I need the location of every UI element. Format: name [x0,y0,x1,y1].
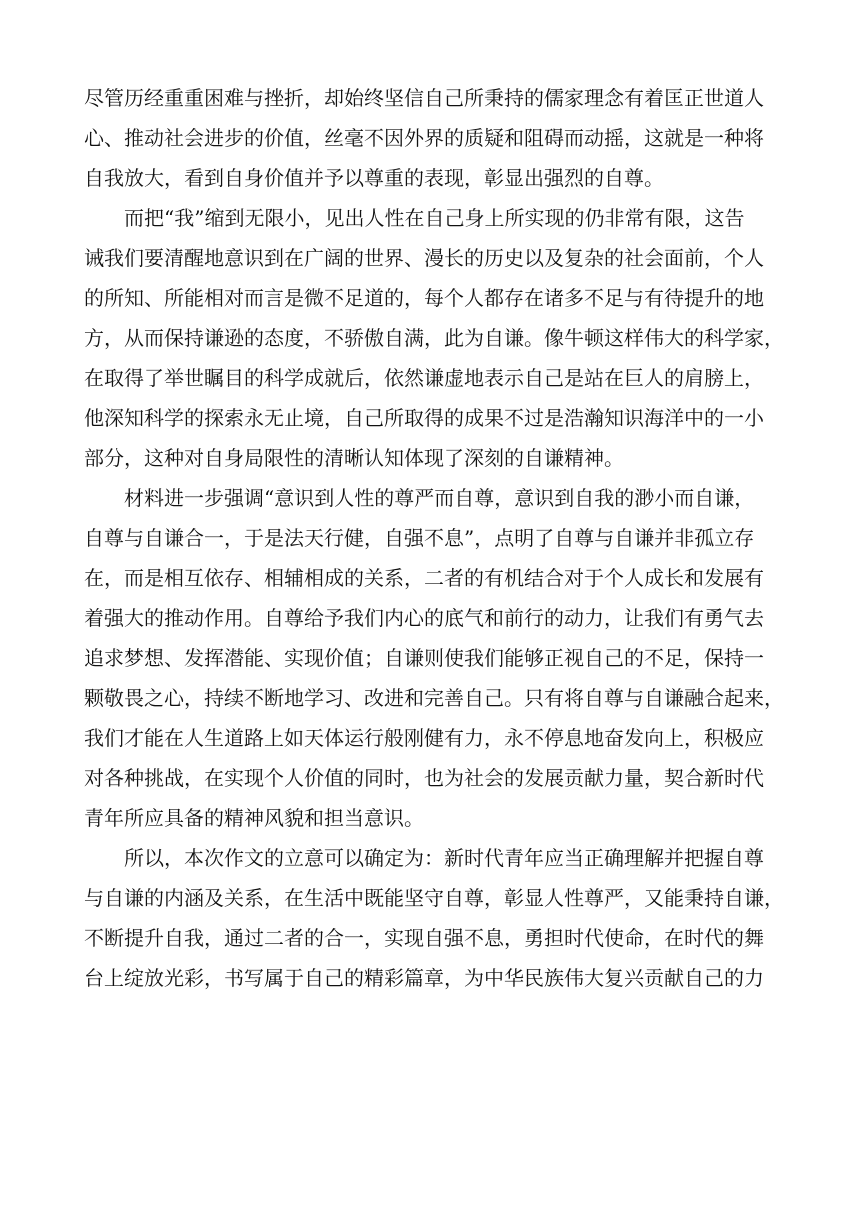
paragraph-line: 我们才能在人生道路上如天体运行般刚健有力，永不停息地奋发向上，积极应 [84,726,764,750]
paragraph-3 [84,478,784,838]
paragraph-line: 自我放大，看到自身价值并予以尊重的表现，彰显出强烈的自尊。 [84,166,664,190]
paragraph-line: 台上绽放光彩，书写属于自己的精彩篇章，为中华民族伟大复兴贡献自己的力 [84,966,764,990]
paragraph-4 [84,838,784,998]
paragraph-line: 方，从而保持谦逊的态度，不骄傲自满，此为自谦。像牛顿这样伟大的科学家， [84,326,784,350]
paragraph-line: 不断提升自我，通过二者的合一，实现自强不息，勇担时代使命，在时代的舞 [84,926,764,950]
paragraph-line: 在取得了举世瞩目的科学成就后，依然谦虚地表示自己是站在巨人的肩膀上， [84,366,764,390]
paragraph-line: 颗敬畏之心，持续不断地学习、改进和完善自己。只有将自尊与自谦融合起来， [84,686,784,710]
paragraph-line: 与自谦的内涵及关系，在生活中既能坚守自尊，彰显人性尊严，又能秉持自谦， [84,886,784,910]
paragraph-line: 尽管历经重重困难与挫折，却始终坚信自己所秉持的儒家理念有着匡正世道人 [84,86,764,110]
paragraph-2 [84,198,784,478]
paragraph-line: 自尊与自谦合一，于是法天行健，自强不息”，点明了自尊与自谦并非孤立存 [84,526,755,550]
paragraph-1 [84,78,784,198]
paragraph-line: 部分，这种对自身局限性的清晰认知体现了深刻的自谦精神。 [84,446,624,470]
paragraph-line: 诫我们要清醒地意识到在广阔的世界、漫长的历史以及复杂的社会面前，个人 [84,246,764,270]
paragraph-line: 在，而是相互依存、相辅相成的关系，二者的有机结合对于个人成长和发展有 [84,566,764,590]
paragraph-line: 青年所应具备的精神风貌和担当意识。 [84,806,424,830]
paragraph-line: 着强大的推动作用。自尊给予我们内心的底气和前行的动力，让我们有勇气去 [84,606,764,630]
document-body [84,78,784,998]
paragraph-line: 他深知科学的探索永无止境，自己所取得的成果不过是浩瀚知识海洋中的一小 [84,406,764,430]
paragraph-line: 对各种挑战，在实现个人价值的同时，也为社会的发展贡献力量，契合新时代 [84,766,764,790]
paragraph-line: 心、推动社会进步的价值，丝毫不因外界的质疑和阻碍而动摇，这就是一种将 [84,126,764,150]
paragraph-line: 而把“我”缩到无限小，见出人性在自己身上所实现的仍非常有限，这告 [124,206,745,230]
paragraph-line: 追求梦想、发挥潜能、实现价值；自谦则使我们能够正视自己的不足，保持一 [84,646,764,670]
paragraph-line: 的所知、所能相对而言是微不足道的，每个人都存在诸多不足与有待提升的地 [84,286,764,310]
paragraph-line: 所以，本次作文的立意可以确定为：新时代青年应当正确理解并把握自尊 [124,846,764,870]
paragraph-line: 材料进一步强调“意识到人性的尊严而自尊，意识到自我的渺小而自谦， [124,486,755,510]
